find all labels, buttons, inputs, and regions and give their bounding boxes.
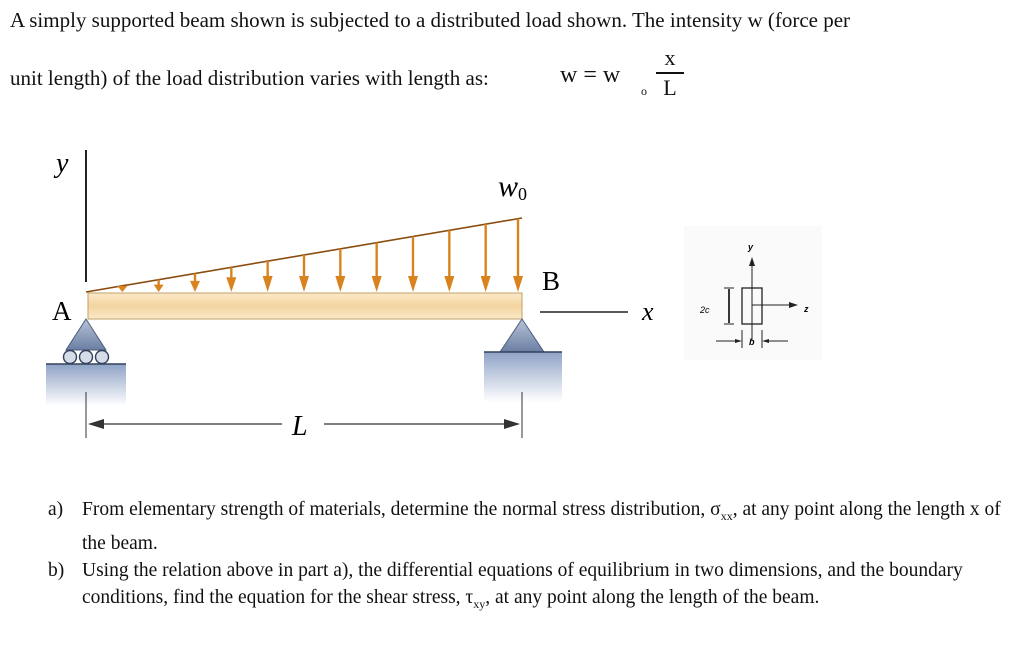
distributed-load: [86, 218, 523, 292]
question-b-text: [82, 557, 1008, 618]
beam: [88, 293, 522, 319]
inset-y-label: y: [748, 242, 754, 252]
question-a-text-part1: From elementary strength of materials, determine the normal stress distribution, σ: [82, 499, 721, 520]
question-a: [48, 496, 1008, 557]
question-a-label: a): [48, 499, 64, 520]
question-a-text: [82, 496, 1008, 557]
load-arrow-head: [117, 286, 127, 292]
question-b-text-part1: Using the relation above in part a), the differential equations of equilibrium in two dimensions, and the boundary conditions, find the equation for the shear stress, τ: [82, 559, 963, 608]
x-axis-label: x: [642, 297, 654, 326]
load-arrow-head: [444, 276, 454, 292]
tau-subscript: xy: [473, 596, 486, 611]
point-a-label: A: [52, 296, 72, 326]
load-arrow-head: [299, 276, 309, 292]
load-arrow-head: [154, 285, 164, 292]
inset-z-label: z: [804, 304, 809, 314]
intro-text-line2: unit length) of the load distribution varies with length as:: [10, 66, 489, 90]
load-arrow-head: [190, 281, 200, 292]
formula-numerator: x: [664, 45, 676, 70]
load-arrow-head: [513, 276, 523, 292]
length-label: L: [292, 411, 308, 442]
intro-text-line1: A simply supported beam shown is subjected to a distributed load shown. The intensity w (force per: [10, 8, 851, 32]
inset-2c-label: 2c: [700, 305, 710, 315]
question-b-label: b): [48, 559, 65, 581]
question-a-text-part2: , at any point along the length x of the beam.: [82, 499, 1001, 554]
inset-b-label: b: [749, 337, 755, 347]
w0-label: w0: [498, 170, 528, 204]
formula-denominator: L: [663, 74, 677, 100]
formula-lhs: w = w: [560, 62, 621, 88]
load-arrow-head: [372, 276, 382, 292]
load-arrow-head: [408, 276, 418, 292]
load-arrow-head: [481, 276, 491, 292]
sigma-subscript: xx: [720, 508, 733, 523]
formula-subscript: o: [641, 84, 647, 98]
y-axis-label: y: [56, 148, 69, 179]
question-b-text-part2: , at any point along the length of the beam.: [485, 586, 820, 608]
pin-support-b: [484, 319, 562, 402]
questions-list: [48, 496, 1008, 618]
point-b-label: B: [542, 266, 561, 296]
load-arrow-head: [263, 276, 273, 292]
cross-section-inset: [684, 226, 822, 360]
load-arrow-head: [335, 276, 345, 292]
load-arrow-head: [226, 277, 236, 292]
question-b: [48, 557, 1008, 618]
